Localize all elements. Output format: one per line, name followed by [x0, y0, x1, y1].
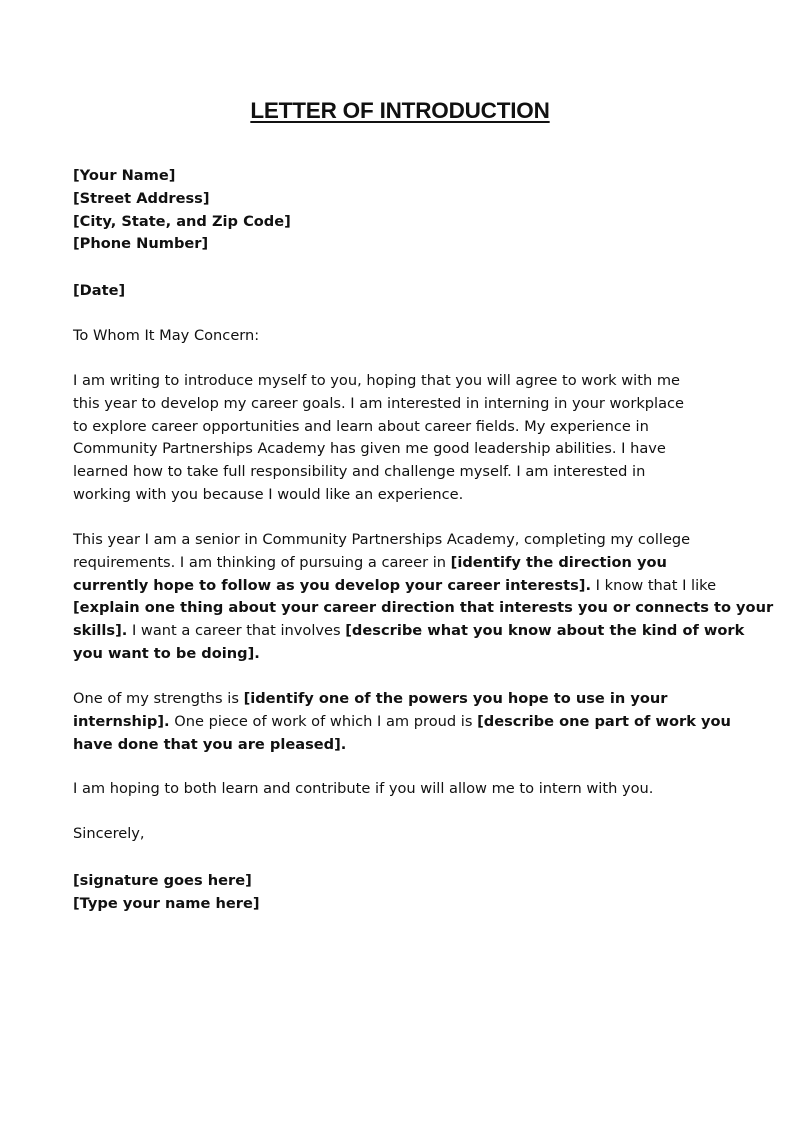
salutation: To Whom It May Concern:: [73, 327, 260, 344]
placeholder-text: [describe what you know about the kind of work: [345, 622, 745, 640]
paragraph-strengths: [73, 688, 733, 756]
paragraph-line: working with you because I would like an experience.: [73, 485, 464, 503]
paragraph-text: One of my strengths is: [73, 690, 244, 707]
letter-title: LETTER OF INTRODUCTION: [250, 98, 550, 123]
sender-name: [Your Name]: [73, 167, 176, 184]
paragraph-text: requirements. I am thinking of pursuing a career in: [73, 553, 451, 571]
paragraph-line: learned how to take full responsibility and challenge myself. I am interested in: [73, 463, 646, 481]
signature-placeholder: [signature goes here]: [73, 872, 252, 889]
letter-date: [Date]: [73, 282, 126, 299]
paragraph-line: to explore career opportunities and learn about career fields. My experience in: [73, 417, 649, 435]
sender-address-block: [73, 165, 733, 256]
paragraph-text: I know that I like: [591, 576, 717, 594]
paragraph-line: [73, 620, 745, 643]
placeholder-text: [identify one of the powers you hope to use in your: [243, 690, 668, 707]
paragraph-line: [73, 711, 733, 734]
placeholder-text: [identify the direction you: [450, 553, 667, 571]
placeholder-text: you want to be doing].: [73, 644, 260, 662]
placeholder-text: internship].: [73, 712, 170, 730]
placeholder-text: [explain one thing about your career direction that interests you or connects to your: [73, 599, 774, 617]
paragraph-line: [73, 688, 733, 711]
paragraph-line: I am writing to introduce myself to you, hoping that you will agree to work with me: [73, 372, 681, 389]
paragraph-introduction: [73, 370, 733, 507]
paragraph-line: Community Partnerships Academy has given me good leadership abilities. I have: [73, 440, 666, 458]
paragraph-closing: I am hoping to both learn and contribute if you will allow me to intern with you.: [73, 780, 654, 797]
paragraph-text: One piece of work of which I am proud is: [169, 712, 478, 730]
sender-phone: [Phone Number]: [73, 235, 209, 253]
sender-street: [Street Address]: [73, 189, 210, 207]
paragraph-line: this year to develop my career goals. I am interested in interning in your workplace: [73, 394, 685, 412]
placeholder-text: [describe one part of work you: [477, 712, 731, 730]
paragraph-text: I want a career that involves: [127, 622, 346, 640]
closing: Sincerely,: [73, 825, 145, 842]
paragraph-line: [73, 552, 733, 575]
typed-name-placeholder: [Type your name here]: [73, 894, 260, 912]
signature-block: [73, 870, 733, 916]
paragraph-career: [73, 529, 774, 666]
paragraph-line: This year I am a senior in Community Partnerships Academy, completing my college: [73, 531, 691, 548]
placeholder-text: skills].: [73, 622, 128, 640]
sender-city: [City, State, and Zip Code]: [73, 212, 291, 230]
paragraph-line: [73, 575, 733, 598]
placeholder-text: have done that you are pleased].: [73, 735, 347, 753]
placeholder-text: currently hope to follow as you develop your career interests].: [73, 576, 592, 594]
